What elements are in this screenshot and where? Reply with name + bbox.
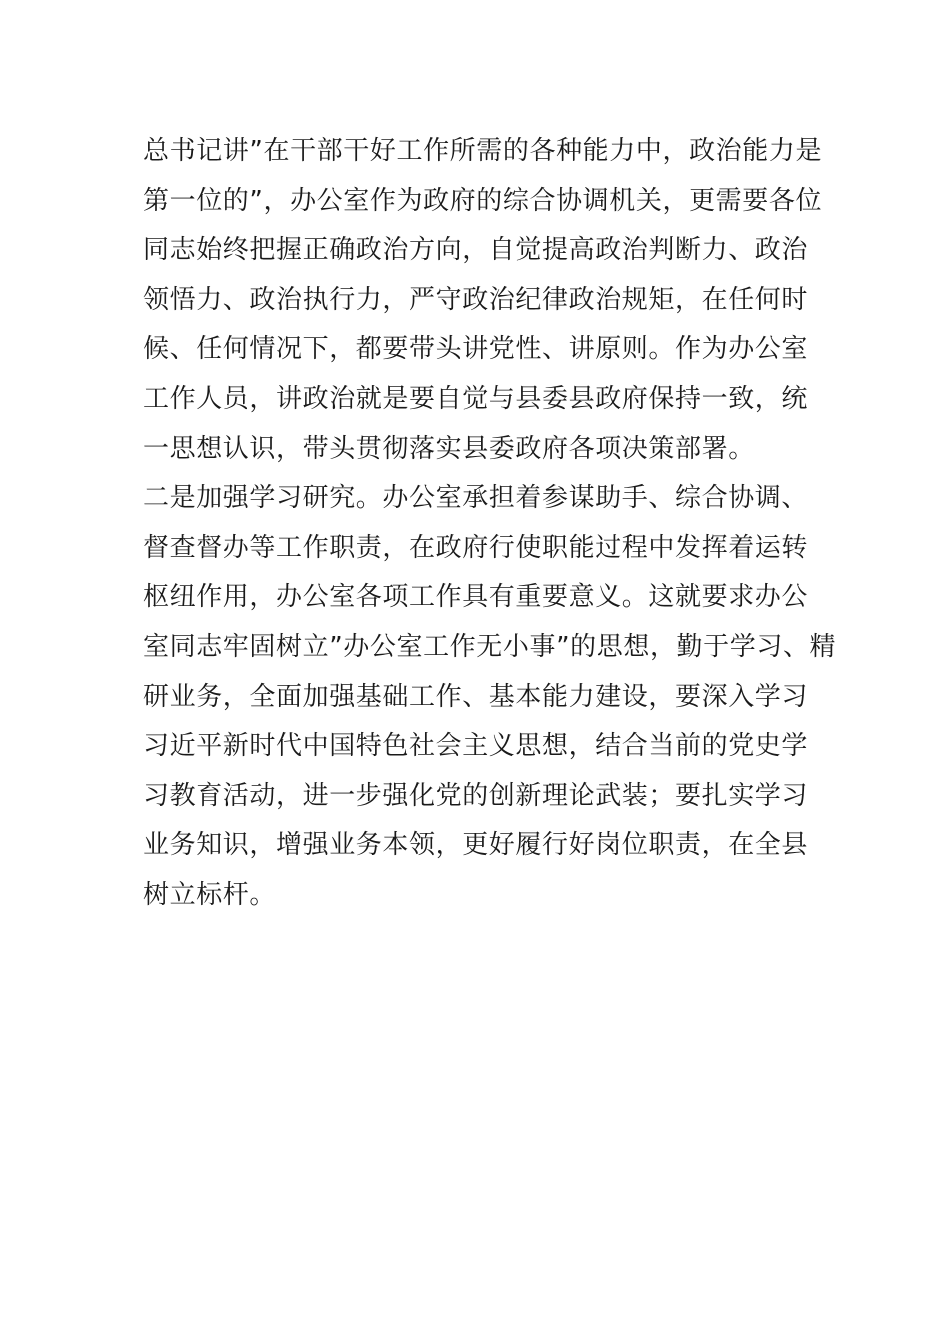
text-line: 督查督办等工作职责，在政府行使职能过程中发挥着运转	[143, 532, 809, 563]
text-line: 业务知识，增强业务本领，更好履行好岗位职责，在全县	[143, 830, 809, 861]
paragraph-study-research	[143, 474, 837, 920]
text-line: 树立标杆。	[143, 879, 277, 910]
text-line: 工作人员，讲政治就是要自觉与县委县政府保持一致，统	[143, 383, 809, 414]
text-line: 习教育活动，进一步强化党的创新理论武装；要扎实学习	[143, 780, 809, 811]
text-line: 研业务，全面加强基础工作、基本能力建设，要深入学习	[143, 681, 809, 712]
text-line: 第一位的”，办公室作为政府的综合协调机关，更需要各位	[143, 185, 823, 216]
text-line: 一思想认识，带头贯彻落实县委政府各项决策部署。	[143, 433, 755, 464]
document-body	[143, 127, 837, 921]
paragraph-political-ability	[143, 127, 823, 474]
text-line: 同志始终把握正确政治方向，自觉提高政治判断力、政治	[143, 235, 809, 266]
text-line: 二是加强学习研究。办公室承担着参谋助手、综合协调、	[143, 483, 809, 514]
text-line: 枢纽作用，办公室各项工作具有重要意义。这就要求办公	[143, 582, 809, 613]
text-line: 领悟力、政治执行力，严守政治纪律政治规矩，在任何时	[143, 284, 809, 315]
text-line: 候、任何情况下，都要带头讲党性、讲原则。作为办公室	[143, 334, 809, 365]
text-line: 习近平新时代中国特色社会主义思想，结合当前的党史学	[143, 731, 809, 762]
text-line: 室同志牢固树立”办公室工作无小事”的思想，勤于学习、精	[143, 631, 837, 662]
text-line: 总书记讲”在干部干好工作所需的各种能力中，政治能力是	[143, 136, 823, 166]
